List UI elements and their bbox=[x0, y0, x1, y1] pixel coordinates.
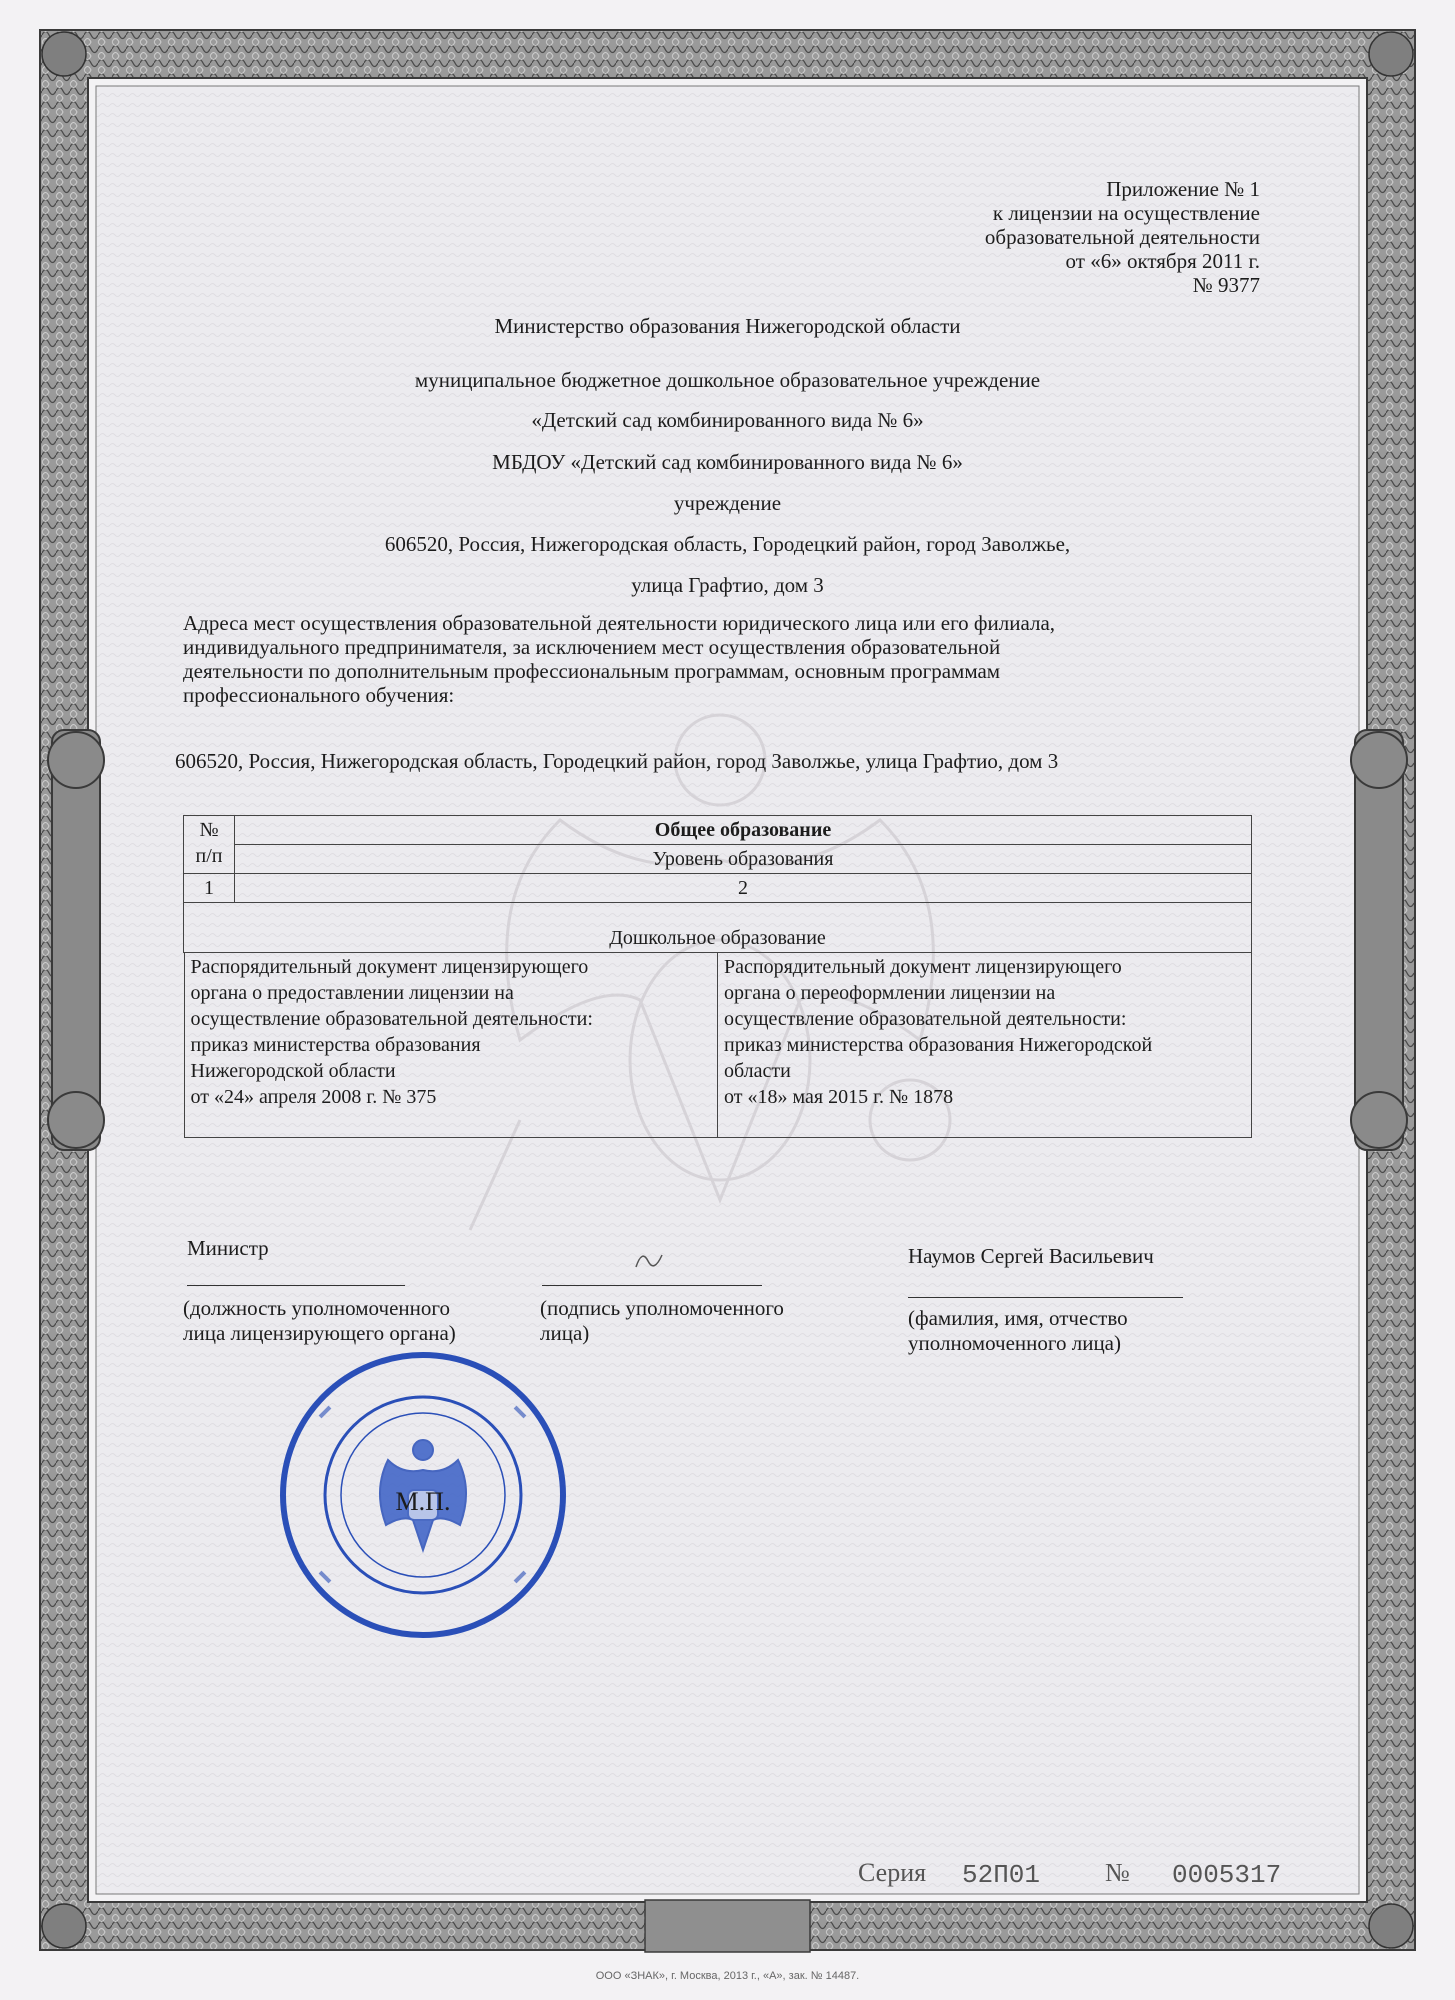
doc-grant-cell bbox=[184, 953, 718, 1138]
doc-grant-line: органа о предоставлении лицензии на bbox=[190, 982, 514, 1004]
blank-number: 0005317 bbox=[1172, 1860, 1282, 1890]
position-caption-2: лица лицензирующего органа) bbox=[183, 1321, 456, 1345]
license-number: № 9377 bbox=[1192, 273, 1260, 297]
places-heading-3: деятельности по дополнительным профессиональным программам, основным программам bbox=[183, 659, 1001, 683]
places-heading-2: индивидуального предпринимателя, за исключением мест осуществления образовательной bbox=[183, 635, 1001, 659]
places-address: 606520, Россия, Нижегородская область, Городецкий район, город Заволжье, улица Графтио, дом 3 bbox=[175, 749, 1059, 773]
level-header: Уровень образования bbox=[235, 845, 1252, 874]
org-full-name-2: «Детский сад комбинированного вида № 6» bbox=[531, 408, 924, 432]
name-caption-2: уполномоченного лица) bbox=[908, 1331, 1121, 1355]
docs-table bbox=[184, 953, 1252, 1138]
appendix-line-3: образовательной деятельности bbox=[984, 225, 1260, 249]
number-sign: № bbox=[1105, 1858, 1130, 1887]
license-table bbox=[183, 815, 1252, 1138]
num-header-symbol: № bbox=[199, 819, 219, 841]
appendix-line-2: к лицензии на осуществление bbox=[992, 201, 1260, 225]
sign-caption-1: (подпись уполномоченного bbox=[540, 1296, 784, 1320]
sign-caption-2: лица) bbox=[540, 1321, 590, 1345]
doc-reissue-cell bbox=[718, 953, 1252, 1138]
doc-reissue-date: от «18» мая 2015 г. № 1878 bbox=[724, 1086, 954, 1108]
doc-reissue-line: приказ министерства образования Нижегородской bbox=[724, 1034, 1153, 1056]
section-header: Общее образование bbox=[235, 816, 1252, 845]
org-address-2: улица Графтио, дом 3 bbox=[631, 573, 824, 597]
org-short-name: МБДОУ «Детский сад комбинированного вида № 6» bbox=[492, 450, 963, 474]
signer-name: Наумов Сергей Васильевич bbox=[908, 1244, 1154, 1268]
doc-grant-line: Нижегородской области bbox=[190, 1060, 396, 1082]
doc-grant-line: осуществление образовательной деятельности: bbox=[190, 1008, 593, 1030]
doc-reissue-line: осуществление образовательной деятельности: bbox=[724, 1008, 1127, 1030]
issuer-name: Министерство образования Нижегородской области bbox=[494, 314, 961, 338]
mp-mark: М.П. bbox=[395, 1487, 451, 1516]
series-value: 52П01 bbox=[962, 1860, 1041, 1890]
doc-grant-date: от «24» апреля 2008 г. № 375 bbox=[190, 1086, 437, 1108]
doc-reissue-line: Распорядительный документ лицензирующего bbox=[724, 956, 1122, 978]
col-index-1: 1 bbox=[184, 874, 235, 903]
handwritten-signature bbox=[630, 1245, 670, 1275]
org-type: учреждение bbox=[673, 491, 782, 515]
signer-position: Министр bbox=[187, 1236, 269, 1260]
doc-reissue-line: органа о переоформлении лицензии на bbox=[724, 982, 1056, 1004]
doc-grant-line: приказ министерства образования bbox=[190, 1034, 481, 1056]
signature-line bbox=[542, 1285, 762, 1286]
col-index-2: 2 bbox=[235, 874, 1252, 903]
education-level: Дошкольное образование bbox=[184, 903, 1252, 953]
appendix-date: от «6» октября 2011 г. bbox=[1065, 249, 1260, 273]
name-caption-1: (фамилия, имя, отчество bbox=[908, 1306, 1128, 1330]
appendix-number: Приложение № 1 bbox=[1106, 177, 1260, 201]
docs-row bbox=[184, 953, 1252, 1139]
places-heading-1: Адреса мест осуществления образовательной деятельности юридического лица или его филиала, bbox=[183, 611, 1056, 635]
series-label: Серия bbox=[858, 1858, 927, 1887]
official-seal bbox=[278, 1350, 568, 1640]
doc-reissue-line: области bbox=[724, 1060, 791, 1082]
printer-footer: ООО «ЗНАК», г. Москва, 2013 г., «А», зак. № 14487. bbox=[595, 1970, 860, 1982]
doc-grant-line: Распорядительный документ лицензирующего bbox=[190, 956, 589, 978]
position-caption-1: (должность уполномоченного bbox=[183, 1296, 450, 1320]
org-address-1: 606520, Россия, Нижегородская область, Городецкий район, город Заволжье, bbox=[384, 532, 1071, 556]
places-heading-4: профессионального обучения: bbox=[183, 683, 455, 707]
org-full-name-1: муниципальное бюджетное дошкольное образовательное учреждение bbox=[414, 368, 1041, 392]
position-line bbox=[187, 1285, 405, 1286]
name-line bbox=[908, 1297, 1183, 1298]
num-header-pp: п/п bbox=[195, 845, 223, 867]
num-header bbox=[184, 816, 235, 874]
